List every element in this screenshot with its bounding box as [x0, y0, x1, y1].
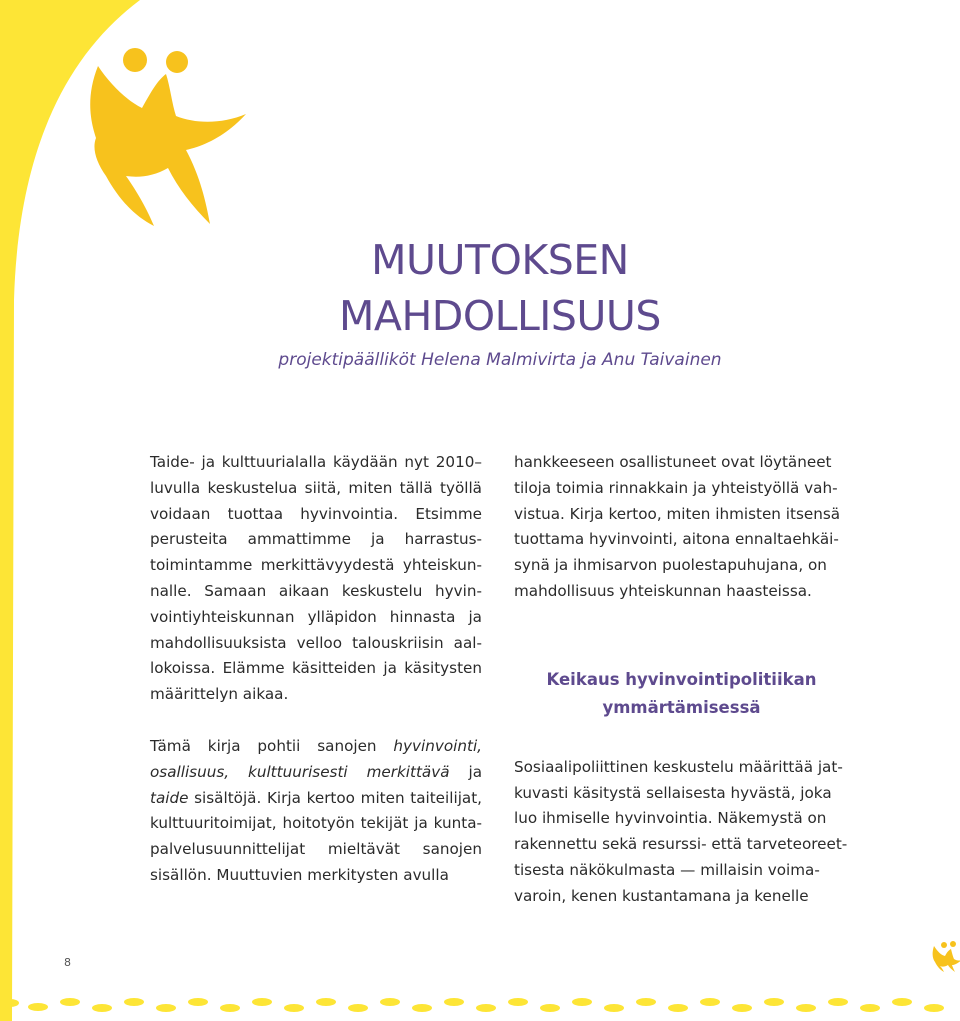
subheading-line-1: Keikaus hyvinvointipolitiikan: [546, 669, 817, 689]
bottom-wave-decoration: [1, 998, 944, 1012]
right-paragraph-1: hankkeeseen osallistuneet ovat löytäneet tiloja toimia rinnakkain ja yhteistyöllä vahvistua. Kirja kertoo, miten ihmisten itsensä tuottama hyvinvointi, aitona ennaltaehkäisynä ja ihmisarvon puolestapuhujana, on mahdollisuus yhteiskunnan haasteissa.: [514, 453, 841, 600]
page-title-line-2: MAHDOLLISUUS: [339, 292, 661, 340]
emphasized-terms: hyvinvointi, osallisuus, kulttuurisesti merkittävä: [150, 736, 482, 781]
left-text-column: [150, 450, 482, 889]
subheading-line-2: ymmärtämisessä: [602, 697, 761, 717]
paragraph-text: sisältöjä. Kirja kertoo miten taiteilijat, kulttuuritoimijat, hoitotyön tekijät ja kuntapalvelusuunnittelijat mieltävät sanojen sisällön. Muuttuvien merkitysten avulla: [150, 788, 482, 884]
dancing-figures-logo: [90, 48, 246, 226]
page-title-line-1: MUUTOKSEN: [371, 236, 629, 284]
paragraph-text: Tämä kirja pohtii sanojen: [150, 736, 394, 755]
author-byline: projektipäälliköt Helena Malmivirta ja Anu Taivainen: [278, 350, 722, 370]
left-paragraph-2: [150, 734, 482, 889]
paragraph-text: ja: [449, 762, 482, 781]
emphasized-term-taide: taide: [150, 788, 189, 807]
section-subheading: [514, 666, 849, 722]
page-number: 8: [64, 956, 71, 969]
page-title: [300, 232, 700, 344]
right-text-column: [514, 450, 849, 910]
left-paragraph-1: Taide- ja kulttuurialalla käydään nyt 2010–luvulla keskustelua siitä, miten tällä työllä voidaan tuottaa hyvinvointia. Etsimme perusteita ammattimme ja harrastustoimintamme merkittävyydestä yhteiskunnalle. Samaan aikaan keskustelu hyvinvointiyhteiskunnan ylläpidon hinnasta ja mahdollisuuksista velloo talouskriisin aallokoissa. Elämme käsitteiden ja käsitysten määrittelyn aikaa.: [150, 453, 482, 704]
dancing-figures-logo-small: [933, 941, 960, 972]
right-paragraph-2: Sosiaalipoliittinen keskustelu määrittää jatkuvasti käsitystä sellaisesta hyvästä, joka luo ihmiselle hyvinvointia. Näkemystä on rakennettu sekä resurssi- että tarveteoreettisesta näkökulmasta — millaisin voimavaroin, kenen kustantamana ja kenelle: [514, 757, 848, 905]
